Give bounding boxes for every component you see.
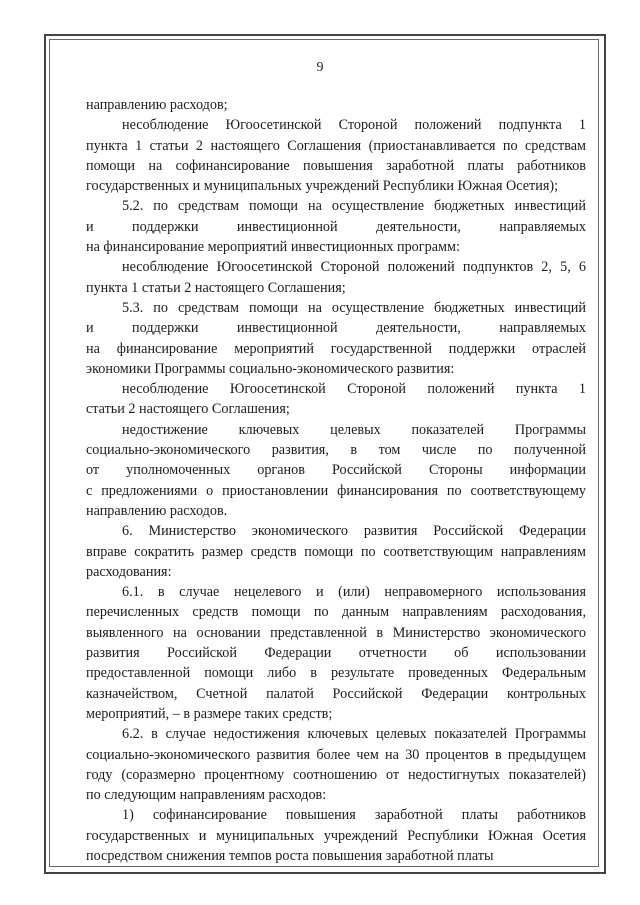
text-line: государственных и муниципальных учреждений Республики Южная Осетия); bbox=[86, 178, 559, 195]
text-line: помощи на софинансирование повышения заработной платы работников bbox=[86, 157, 586, 174]
text-line: на финансирование мероприятий инвестиционных программ: bbox=[86, 239, 460, 256]
text-line: расходования: bbox=[86, 563, 172, 580]
paragraph bbox=[86, 582, 586, 724]
paragraph bbox=[86, 724, 586, 805]
text-line: 1) софинансирование повышения заработной платы работников bbox=[122, 807, 586, 824]
text-line: и поддержки инвестиционной деятельности, направляемых bbox=[86, 218, 586, 235]
text-line: несоблюдение Югоосетинской Стороной положений подпункта 1 bbox=[122, 117, 586, 134]
paragraph bbox=[86, 257, 586, 298]
paragraph bbox=[86, 805, 586, 866]
text-line: государственных и муниципальных учреждений Республики Южная Осетия bbox=[86, 827, 586, 844]
text-line: выявленного на основании представленной в Министерство экономического bbox=[86, 624, 586, 641]
text-line: предоставленной помощи либо в результате проведенных Федеральным bbox=[86, 665, 586, 682]
paragraph bbox=[86, 521, 586, 582]
document-body bbox=[86, 95, 586, 866]
text-line: на финансирование мероприятий государственной поддержки отраслей bbox=[86, 340, 586, 357]
text-line: и поддержки инвестиционной деятельности, направляемых bbox=[86, 320, 586, 337]
paragraph bbox=[86, 115, 586, 196]
text-line: посредством снижения темпов роста повышения заработной платы bbox=[86, 847, 494, 864]
paragraph bbox=[86, 196, 586, 257]
text-line: 6.1. в случае нецелевого и (или) неправомерного использования bbox=[122, 584, 586, 601]
text-line: несоблюдение Югоосетинской Стороной положений подпунктов 2, 5, 6 bbox=[122, 259, 586, 276]
text-line: вправе сократить размер средств помощи по соответствующим направлениям bbox=[86, 543, 586, 560]
text-line: году (соразмерно процентному соотношению от недостигнутых показателей) bbox=[86, 766, 586, 783]
text-line: от уполномоченных органов Российской Стороны информации bbox=[86, 462, 586, 479]
paragraph bbox=[86, 379, 586, 420]
paragraph bbox=[86, 420, 586, 521]
text-line: направлению расходов. bbox=[86, 502, 228, 519]
text-line: несоблюдение Югоосетинской Стороной положений пункта 1 bbox=[122, 381, 586, 398]
text-line: пункта 1 статьи 2 настоящего Соглашения (приостанавливается по средствам bbox=[86, 137, 586, 154]
text-line: пункта 1 статьи 2 настоящего Соглашения; bbox=[86, 279, 346, 296]
text-line: социально-экономического развития, в том числе по полученной bbox=[86, 442, 586, 459]
text-line: с предложениями о приостановлении финансирования по соответствующему bbox=[86, 482, 586, 499]
text-line: статьи 2 настоящего Соглашения; bbox=[86, 401, 290, 418]
text-line: 6. Министерство экономического развития Российской Федерации bbox=[122, 523, 586, 540]
text-line: направлению расходов; bbox=[86, 97, 228, 113]
text-line: мероприятий, – в размере таких средств; bbox=[86, 705, 333, 722]
text-line: экономики Программы социально-экономического развития: bbox=[86, 360, 455, 377]
text-line: казначейством, Счетной палатой Российской Федерации контрольных bbox=[86, 685, 586, 702]
text-line: перечисленных средств помощи по данным направлениям расходования, bbox=[86, 604, 586, 621]
text-line: недостижение ключевых целевых показателей Программы bbox=[122, 421, 586, 438]
text-line: развития Российской Федерации отчетности об использовании bbox=[86, 645, 586, 662]
text-line: 5.2. по средствам помощи на осуществление бюджетных инвестиций bbox=[122, 198, 586, 215]
paragraph bbox=[86, 298, 586, 379]
paragraph bbox=[86, 95, 586, 115]
page-number: 9 bbox=[316, 60, 324, 75]
text-line: 6.2. в случае недостижения ключевых целевых показателей Программы bbox=[122, 726, 586, 743]
text-line: 5.3. по средствам помощи на осуществление бюджетных инвестиций bbox=[122, 299, 586, 316]
text-line: по следующим направлениям расходов: bbox=[86, 787, 327, 804]
text-line: социально-экономического развития более чем на 30 процентов в предыдущем bbox=[86, 746, 586, 763]
